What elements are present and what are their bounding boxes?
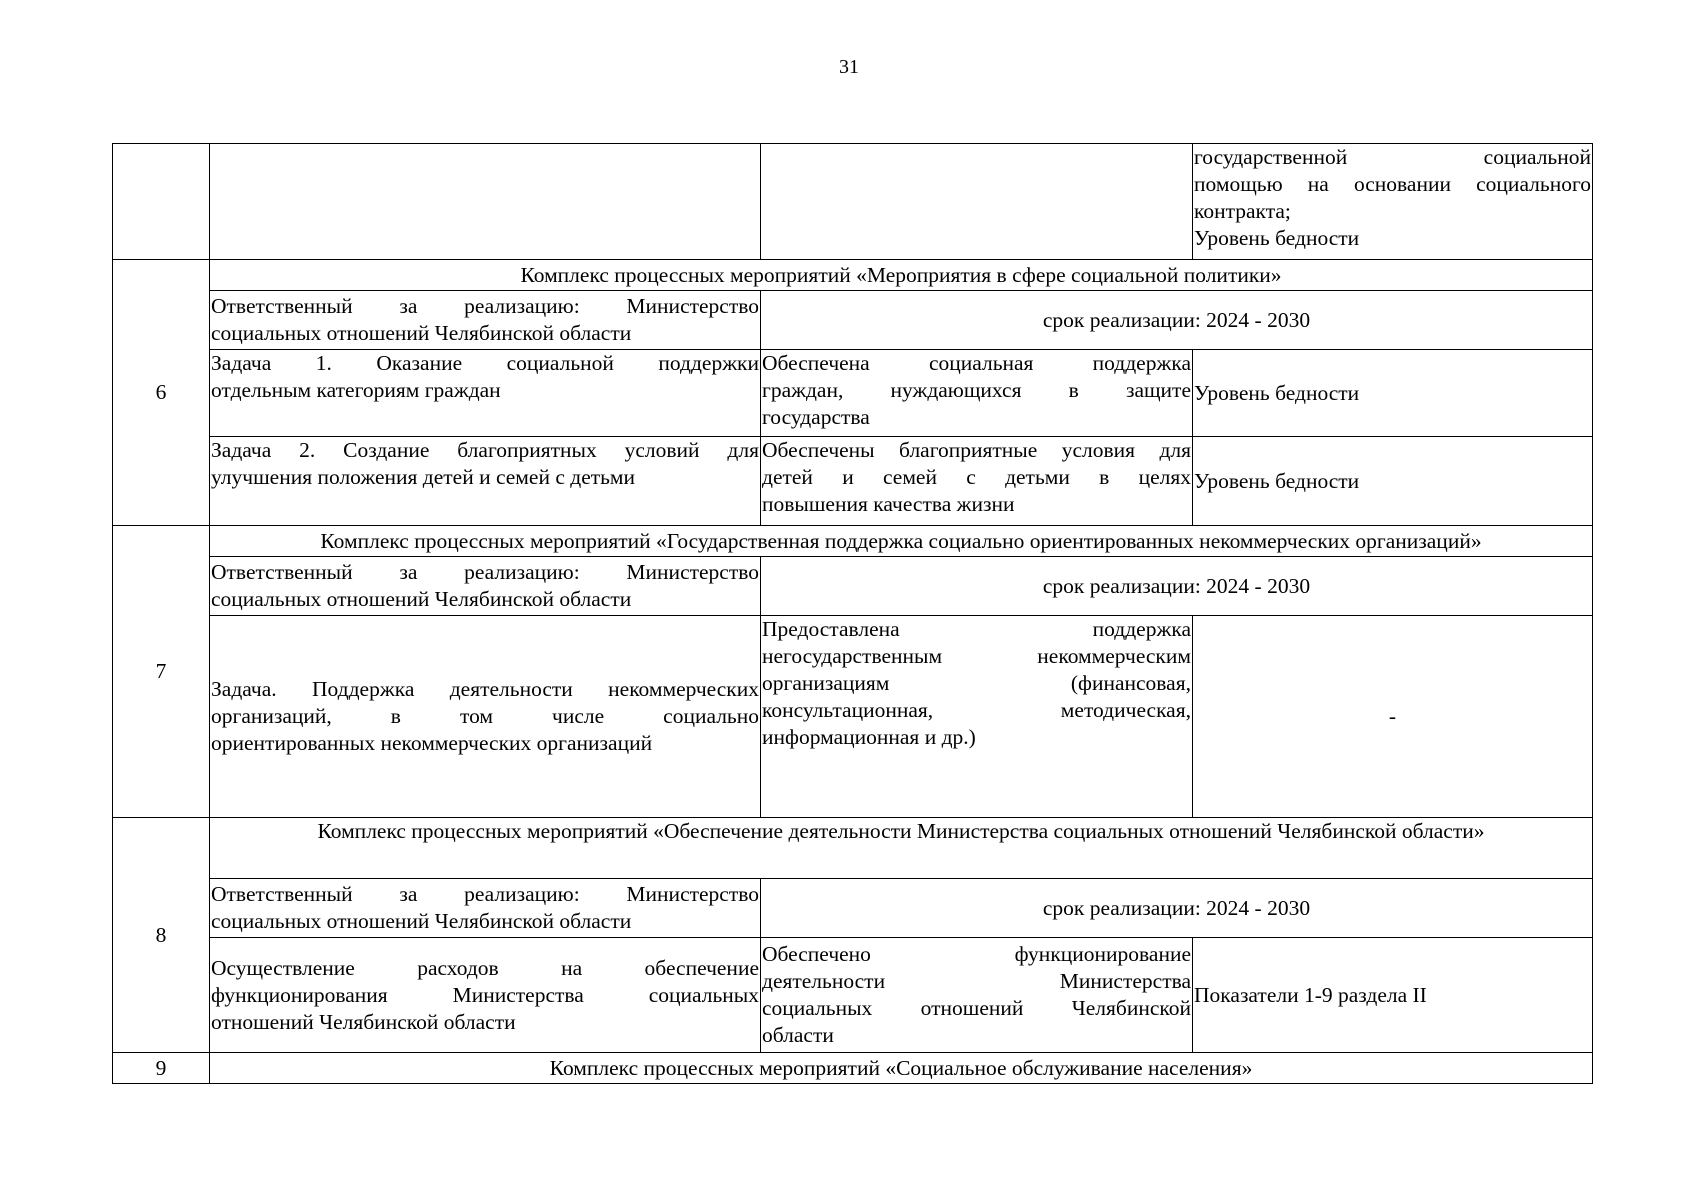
table-row [113,1053,1593,1084]
responsible-line: Ответственный за реализацию: Министерство [211,294,759,318]
indicator-line: помощью на основании социального [1194,172,1591,196]
responsible-cell [210,291,761,350]
table-row [113,144,1593,260]
task-cell [210,437,761,526]
task-cell [210,144,761,260]
table-row [113,557,1593,616]
result-cell [761,350,1193,437]
responsible-line: социальных отношений Челябинской области [211,909,632,933]
result-line: Обеспечены благоприятные условия для [762,438,1191,462]
task-cell [210,616,761,818]
task-line: Задача 1. Оказание социальной поддержки [211,351,759,375]
task-line: Задача 2. Создание благоприятных условий для [211,438,759,462]
indicator-line: Уровень бедности [1194,226,1360,250]
row-number: 9 [113,1053,210,1084]
result-line: детей и семей с детьми в целях [762,465,1191,489]
result-line: социальных отношений Челябинской [762,996,1191,1020]
task-line: отдельным категориям граждан [211,378,501,402]
result-line: организациям (финансовая, [762,671,1191,695]
task-line: Осуществление расходов на обеспечение [211,955,759,980]
row-number: 6 [113,260,210,526]
result-line: государства [762,405,870,429]
result-line: области [762,1023,834,1047]
result-line: Обеспечена социальная поддержка [762,351,1191,375]
indicator-cell: Уровень бедности [1193,437,1593,526]
result-line: повышения качества жизни [762,492,1015,516]
result-line: Предоставлена поддержка [762,617,1191,641]
task-line: функционирования Министерства социальных [211,982,759,1007]
task-line: ориентированных некоммерческих организаций [211,731,653,755]
result-cell [761,616,1193,818]
indicator-line: государственной социальной [1194,145,1591,169]
result-line: информационная и др.) [762,725,976,749]
table-row [113,437,1593,526]
number-cell [113,144,210,260]
section-title: Комплекс процессных мероприятий «Государственная поддержка социально ориентированных некоммерческих организаций» [210,526,1593,557]
result-line: консультационная, методическая, [762,698,1191,722]
result-cell [761,144,1193,260]
term-cell: срок реализации: 2024 - 2030 [761,879,1593,938]
task-cell [210,938,761,1053]
indicator-cell: - [1193,616,1593,818]
result-line: граждан, нуждающихся в защите [762,378,1191,402]
responsible-line: социальных отношений Челябинской области [211,587,632,611]
table-row [113,818,1593,879]
responsible-cell [210,879,761,938]
row-number: 8 [113,818,210,1053]
result-line: деятельности Министерства [762,969,1191,993]
table-row [113,616,1593,818]
term-cell: срок реализации: 2024 - 2030 [761,557,1593,616]
task-line: отношений Челябинской области [211,1009,516,1034]
result-cell [761,437,1193,526]
table-row [113,938,1593,1053]
section-title: Комплекс процессных мероприятий «Обеспечение деятельности Министерства социальных отношений Челябинской области» [210,818,1593,879]
table-row [113,291,1593,350]
indicator-cell: Уровень бедности [1193,350,1593,437]
result-line: негосударственным некоммерческим [762,644,1191,668]
responsible-line: Ответственный за реализацию: Министерство [211,560,759,584]
responsible-line: социальных отношений Челябинской области [211,321,632,345]
indicator-line: контракта; [1194,199,1291,223]
measures-table [112,143,1593,1084]
result-line: Обеспечено функционирование [762,942,1191,966]
table-row [113,260,1593,291]
result-cell [761,938,1193,1053]
table-row [113,879,1593,938]
page-number: 31 [839,56,859,78]
task-cell [210,350,761,437]
responsible-line: Ответственный за реализацию: Министерство [211,882,759,906]
task-line: улучшения положения детей и семей с детьми [211,465,636,489]
row-number: 7 [113,526,210,818]
task-line: организаций, в том числе социально [211,704,759,728]
table-row [113,526,1593,557]
section-title: Комплекс процессных мероприятий «Социальное обслуживание населения» [210,1053,1593,1084]
section-title: Комплекс процессных мероприятий «Мероприятия в сфере социальной политики» [210,260,1593,291]
indicator-cell: Показатели 1-9 раздела II [1193,938,1593,1053]
term-cell: срок реализации: 2024 - 2030 [761,291,1593,350]
task-line: Задача. Поддержка деятельности некоммерческих [211,677,759,701]
indicator-cell [1193,144,1593,260]
table-row [113,350,1593,437]
responsible-cell [210,557,761,616]
